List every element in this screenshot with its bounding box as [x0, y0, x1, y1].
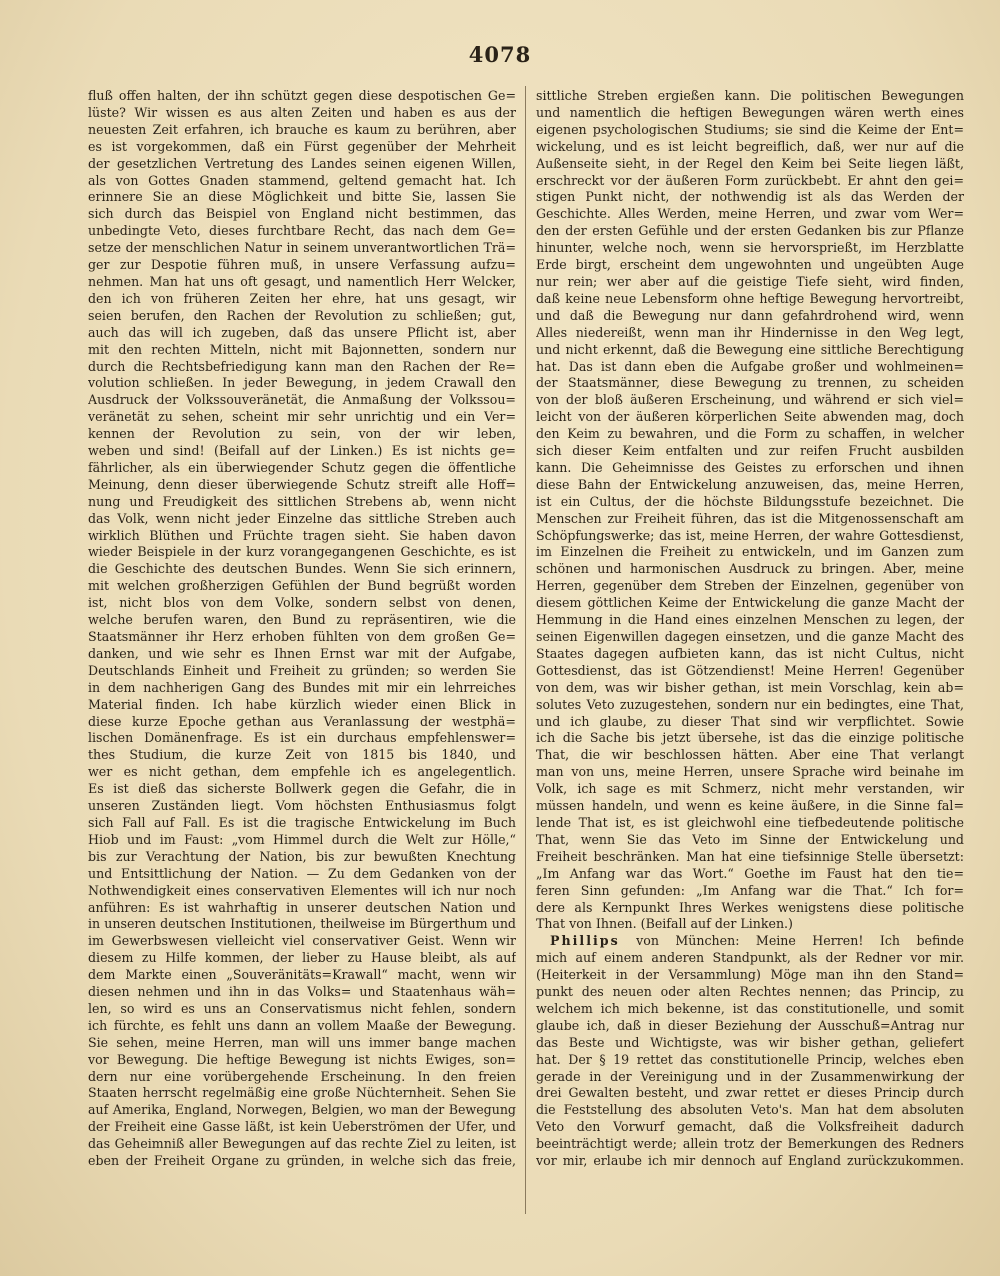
text-line: dern nur eine vorübergehende Erscheinung. In den freien [88, 1068, 516, 1084]
text-line: dere als Kernpunkt Ihres Werkes wenigstens diese politische [536, 899, 964, 915]
text-line: das Geheimniß aller Bewegungen auf das rechte Ziel zu leiten, ist [88, 1136, 516, 1152]
text-line: That, wenn Sie das Veto im Sinne der Entwickelung und [536, 831, 964, 847]
text-line: „Im Anfang war das Wort.“ Goethe im Faust hat den tie= [536, 865, 964, 881]
text-line: vor Bewegung. Die heftige Bewegung ist nichts Ewiges, son= [88, 1051, 516, 1067]
text-line: nung und Freudigkeit des sittlichen Strebens ab, wenn nicht [88, 493, 516, 509]
text-line: diese kurze Epoche gethan aus Veranlassung der westphä= [88, 713, 516, 729]
text-line: Hiob und im Faust: „vom Himmel durch die Welt zur Hölle,“ [88, 831, 516, 847]
text-line: feren Sinn gefunden: „Im Anfang war die That.“ Ich for= [536, 882, 964, 898]
text-line: und namentlich die heftigen Bewegungen wären werth eines [536, 104, 964, 120]
text-line: das Volk, wenn nicht jeder Einzelne das sittliche Streben auch [88, 510, 516, 526]
text-line: in unseren deutschen Institutionen, theilweise im Bürgerthum und [88, 916, 516, 932]
text-line: drei Gewalten besteht, und zwar rettet er dieses Princip durch [536, 1085, 964, 1101]
text-line: gerade in der Vereinigung und in der Zusammenwirkung der [536, 1068, 964, 1084]
text-line: mit welchen großherzigen Gefühlen der Bund begrüßt worden [88, 578, 516, 594]
text-line: lischen Domänenfrage. Es ist ein durchaus empfehlenswer= [88, 730, 516, 746]
text-line: seinen Eigenwillen dagegen einsetzen, und die ganze Macht des [536, 629, 964, 644]
text-line: Gottesdienst, das ist Götzendienst! Meine Herren! Gegenüber [536, 662, 964, 678]
text-line: den ich von früheren Zeiten her ehre, hat uns gesagt, wir [88, 290, 516, 306]
text-line: ich die Sache bis jetzt übersehe, ist das die einzige politische [536, 730, 964, 746]
text-line: eben der Freiheit Organe zu gründen, in welche sich das freie, [88, 1153, 516, 1169]
text-line: ich fürchte, es fehlt uns dann an vollem Maaße der Bewegung. [88, 1017, 516, 1033]
text-line: Freiheit beschränken. Man hat eine tiefsinnige Stelle übersetzt: [536, 848, 964, 864]
text-line: daß keine neue Lebensform ohne heftige Bewegung hervortreibt, [536, 290, 964, 306]
text-line: leicht von der äußeren körperlichen Seite abwenden mag, doch [536, 409, 964, 425]
text-line: Herren, gegenüber dem Streben der Einzelnen, gegenüber von [536, 578, 964, 594]
text-line: veränetät zu sehen, scheint mir sehr unrichtig und ein Ver= [88, 409, 516, 425]
text-line: dem Markte einen „Souveränitäts=Krawall“ macht, wenn wir [88, 967, 516, 983]
text-line: den der ersten Gefühle und der ersten Gedanken bis zur Pflanze [536, 223, 964, 239]
speaker-name: Phillips [550, 933, 620, 949]
text-line: der gesetzlichen Vertretung des Landes seinen eigenen Willen, [88, 155, 516, 171]
text-line: thes Studium, die kurze Zeit von 1815 bis 1840, und [88, 747, 516, 763]
text-line: Sie sehen, meine Herren, man will uns immer bange machen [88, 1034, 516, 1050]
text-line: anführen: Es ist wahrhaftig in unserer deutschen Nation und [88, 899, 516, 915]
text-line: Staatsmänner ihr Herz erhoben fühlten von dem großen Ge= [88, 629, 516, 644]
page-number: 4078 [468, 42, 532, 67]
column-divider [525, 86, 526, 1214]
text-line: die Geschichte des deutschen Bundes. Wenn Sie sich erinnern, [88, 561, 516, 577]
text-line: Staaten herrscht regelmäßig eine große Nüchternheit. Sehen Sie [88, 1085, 516, 1101]
text-line: das Beste und Wichtigste, was wir bisher gethan, geliefert [536, 1034, 964, 1050]
text-line: unbedingte Veto, dieses furchtbare Recht, das nach dem Ge= [88, 223, 516, 239]
text-line: und ich glaube, zu dieser That sind wir verpflichtet. Sowie [536, 713, 964, 729]
text-line: wickelung, und es ist leicht begreiflich, daß, wer nur auf die [536, 138, 964, 154]
speech-text: von München: Meine Herren! Ich befinde [619, 933, 964, 949]
text-line: sich Fall auf Fall. Es ist die tragische Entwickelung im Buch [88, 814, 516, 830]
text-line: müssen handeln, und wenn es keine äußere, in die Sinne fal= [536, 798, 964, 814]
text-line: stigen Punkt nicht, der nothwendig ist als das Werden der [536, 189, 964, 205]
text-line: hat. Das ist dann eben die Aufgabe großer und wohlmeinen= [536, 358, 964, 374]
text-line: erschreckt vor der äußeren Form zurückbebt. Er ahnt den gei= [536, 172, 964, 188]
text-line: ist ein Cultus, der die höchste Bildungsstufe bezeichnet. Die [536, 493, 964, 509]
text-line: Es ist dieß das sicherste Bollwerk gegen die Gefahr, die in [88, 781, 516, 797]
text-line: danken, und wie sehr es Ihnen Ernst war mit der Aufgabe, [88, 645, 516, 661]
text-line: in dem nachherigen Gang des Bundes mit mir ein lehrreiches [88, 679, 516, 695]
text-line: auch das will ich zugeben, daß das unsere Pflicht ist, aber [88, 324, 516, 340]
text-line: Meinung, denn dieser überwiegende Schutz streift alle Hoff= [88, 476, 516, 492]
text-line: von dem, was wir bisher gethan, ist mein Vorschlag, kein ab= [536, 679, 964, 695]
text-line: wirklich Blüthen und Früchte tragen sieht. Sie haben davon [88, 527, 516, 543]
text-line: seien berufen, den Rachen der Revolution zu schließen; gut, [88, 307, 516, 323]
text-line: es ist vorgekommen, daß ein Fürst gegenüber der Mehrheit [88, 138, 516, 154]
text-line: Schöpfungswerke; das ist, meine Herren, der wahre Gottesdienst, [536, 527, 964, 543]
left-text-column [88, 88, 516, 1170]
text-line: diese Bahn der Entwickelung anzuweisen, das, meine Herren, [536, 476, 964, 492]
text-line: nur rein; wer aber auf die geistige Tiefe sieht, wird finden, [536, 273, 964, 289]
text-line: Material finden. Ich habe kürzlich wieder einen Blick in [88, 696, 516, 712]
text-line: den Keim zu bewahren, und die Form zu schaffen, in welcher [536, 426, 964, 442]
text-line: wieder Beispiele in der kurz vorangegangenen Geschichte, es ist [88, 544, 516, 560]
right-text-column [536, 88, 964, 1170]
text-line: diesem zu Hilfe kommen, der lieber zu Hause bleibt, als auf [88, 950, 516, 966]
text-line: hinunter, welche noch, wenn sie hervorsprießt, im Herzblatte [536, 240, 964, 256]
text-line: sittliche Streben ergießen kann. Die politischen Bewegungen [536, 88, 964, 103]
text-line: welchem ich mich bekenne, ist das constitutionelle, und somit [536, 1000, 964, 1016]
text-line: ist, nicht blos von dem Volke, sondern selbst von denen, [88, 595, 516, 611]
text-line: unseren Zuständen liegt. Vom höchsten Enthusiasmus folgt [88, 798, 516, 814]
text-line: lüste? Wir wissen es aus alten Zeiten und haben es aus der [88, 104, 516, 120]
text-line: vor mir, erlaube ich mir dennoch auf England zurückzukommen. [536, 1153, 964, 1169]
text-line: solutes Veto zuzugestehen, sondern nur ein bedingtes, eine That, [536, 696, 964, 712]
text-line: im Gewerbswesen vielleicht viel conservativer Geist. Wenn wir [88, 933, 516, 949]
text-line: Menschen zur Freiheit führen, das ist die Mitgenossenschaft am [536, 510, 964, 526]
text-line: und daß die Bewegung nur dann gefahrdrohend wird, wenn [536, 307, 964, 323]
text-line: der Staatsmänner, diese Bewegung zu trennen, zu scheiden [536, 375, 964, 391]
text-line: punkt des neuen oder alten Rechtes nennen; das Princip, zu [536, 984, 964, 1000]
text-line: eigenen psychologischen Studiums; sie sind die Keime der Ent= [536, 121, 964, 137]
text-line: und nicht erkennt, daß die Bewegung eine sittliche Berechtigung [536, 341, 964, 357]
text-line: durch die Rechtsbefriedigung kann man den Rachen der Re= [88, 358, 516, 374]
text-line: man von uns, meine Herren, unsere Sprache wird beinahe im [536, 764, 964, 780]
text-line: Staates dagegen aufbieten kann, das ist nicht Cultus, nicht [536, 645, 964, 661]
text-line: len, so wird es uns an Conservatismus nicht fehlen, sondern [88, 1000, 516, 1016]
text-line: volution schließen. In jeder Bewegung, in jedem Crawall den [88, 375, 516, 391]
text-line: Deutschlands Einheit und Freiheit zu gründen; so werden Sie [88, 662, 516, 678]
text-line: kennen der Revolution zu sein, von der wir leben, [88, 426, 516, 442]
text-line: fährlicher, als ein überwiegender Schutz gegen die öffentliche [88, 459, 516, 475]
text-line: Ausdruck der Volkssouveränetät, die Anmaßung der Volkssou= [88, 392, 516, 408]
text-line: die Feststellung des absoluten Veto's. Man hat dem absoluten [536, 1102, 964, 1118]
text-line: hat. Der § 19 rettet das constitutionelle Princip, welches eben [536, 1051, 964, 1067]
text-line: Veto den Vorwurf gemacht, daß die Volksfreiheit dadurch [536, 1119, 964, 1135]
text-line: Nothwendigkeit eines conservativen Elementes will ich nur noch [88, 882, 516, 898]
text-line: bis zur Verachtung der Nation, bis zur bewußten Knechtung [88, 848, 516, 864]
text-line: und Entsittlichung der Nation. — Zu dem Gedanken von der [88, 865, 516, 881]
text-line: wer es nicht gethan, dem empfehle ich es angelegentlich. [88, 764, 516, 780]
text-line: That, die wir beschlossen hätten. Aber eine That verlangt [536, 747, 964, 763]
text-line: That von Ihnen. (Beifall auf der Linken.) [536, 916, 793, 932]
text-line: neuesten Zeit erfahren, ich brauche es kaum zu berühren, aber [88, 121, 516, 137]
text-line: lende That ist, es ist gleichwohl eine tiefbedeutende politische [536, 814, 964, 830]
text-line: welche berufen waren, den Bund zu repräsentiren, wie die [88, 612, 516, 628]
text-line: diesem göttlichen Keime der Entwickelung die ganze Macht der [536, 595, 964, 611]
text-line: ger zur Despotie führen muß, in unsere Verfassung aufzu= [88, 257, 516, 273]
text-line: Hemmung in die Hand eines einzelnen Menschen zu legen, der [536, 612, 964, 628]
text-line: erinnere Sie an diese Möglichkeit und bitte Sie, lassen Sie [88, 189, 516, 205]
text-line: Außenseite sieht, in der Regel den Keim bei Seite liegen läßt, [536, 155, 964, 171]
text-line: schönen und harmonischen Ausdruck zu bringen. Aber, meine [536, 561, 964, 577]
text-line: sich dieser Keim entfalten und zur reifen Frucht ausbilden [536, 443, 964, 459]
text-line: beeinträchtigt werde; allein trotz der Bemerkungen des Redners [536, 1136, 964, 1152]
text-line: Alles niedereißt, wenn man ihr Hindernisse in den Weg legt, [536, 324, 964, 340]
text-line: weben und sind! (Beifall auf der Linken.) Es ist nichts ge= [88, 443, 516, 459]
text-line: fluß offen halten, der ihn schützt gegen diese despotischen Ge= [88, 88, 516, 103]
text-line: Geschichte. Alles Werden, meine Herren, und zwar vom Wer= [536, 206, 964, 222]
text-line: als von Gottes Gnaden stammend, geltend gemacht hat. Ich [88, 172, 516, 188]
text-line: der Freiheit eine Gasse läßt, ist kein Ueberströmen der Ufer, und [88, 1119, 516, 1135]
text-line: (Heiterkeit in der Versammlung) Möge man ihn den Stand= [536, 967, 964, 983]
text-line: diesen nehmen und ihn in das Volks= und Staatenhaus wäh= [88, 984, 516, 1000]
text-line: sich durch das Beispiel von England nicht bestimmen, das [88, 206, 516, 222]
speech-opening-line [536, 933, 964, 950]
text-line: mit den rechten Mitteln, nicht mit Bajonnetten, sondern nur [88, 341, 516, 357]
text-line: Volk, ich sage es mit Schmerz, nicht mehr verstanden, wir [536, 781, 964, 797]
text-line: im Einzelnen die Freiheit zu entwickeln, und im Ganzen zum [536, 544, 964, 560]
text-line: nehmen. Man hat uns oft gesagt, und namentlich Herr Welcker, [88, 273, 516, 289]
text-line: glaube ich, daß in dieser Beziehung der Ausschuß=Antrag nur [536, 1017, 964, 1033]
text-line: setze der menschlichen Natur in seinem unverantwortlichen Trä= [88, 240, 516, 256]
text-line: Erde birgt, erscheint dem ungewohnten und ungeübten Auge [536, 257, 964, 273]
text-line: auf Amerika, England, Norwegen, Belgien, wo man der Bewegung [88, 1102, 516, 1118]
text-line: mich auf einem anderen Standpunkt, als der Redner vor mir. [536, 950, 964, 966]
text-line: von der bloß äußeren Erscheinung, und während er sich viel= [536, 392, 964, 408]
text-line: kann. Die Geheimnisse des Geistes zu erforschen und ihnen [536, 459, 964, 475]
